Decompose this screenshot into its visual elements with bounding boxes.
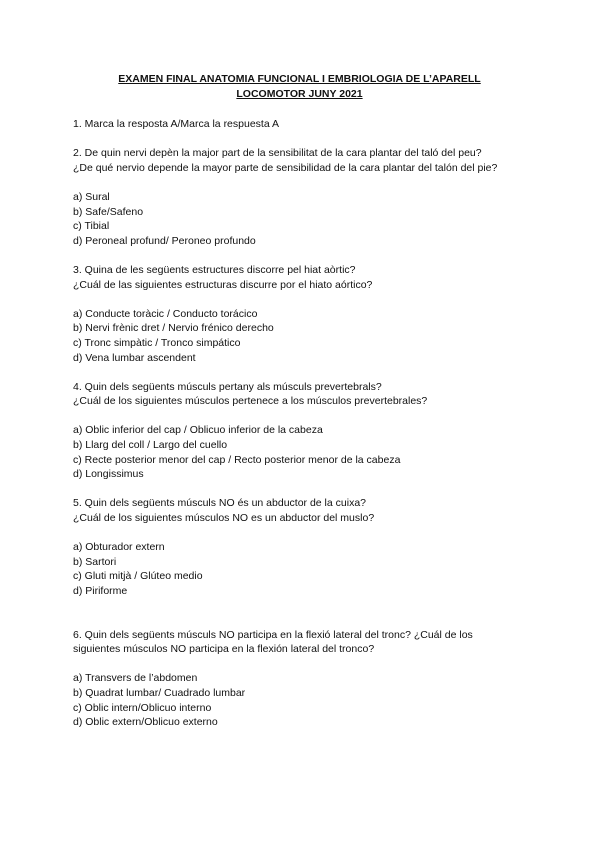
- question-3-option-d: d) Vena lumbar ascendent: [73, 351, 196, 364]
- question-3-option-b: b) Nervi frènic dret / Nervio frénico derecho: [73, 322, 274, 335]
- exam-title-line1: EXAMEN FINAL ANATOMIA FUNCIONAL I EMBRIOLOGIA DE L’APARELL: [118, 73, 481, 85]
- question-4-option-d: d) Longissimus: [73, 468, 144, 481]
- question-3-option-c: c) Tronc simpàtic / Tronco simpático: [73, 336, 241, 349]
- question-3-text-ca: 3. Quina de les següents estructures discorre pel hiat aòrtic?: [73, 263, 356, 276]
- question-2-text-es: ¿De qué nervio depende la mayor parte de sensibilidad de la cara plantar del talón del pie?: [73, 161, 498, 174]
- question-4-option-c: c) Recte posterior menor del cap / Recto posterior menor de la cabeza: [73, 453, 401, 466]
- question-2-option-a: a) Sural: [73, 190, 110, 203]
- exam-title-line2: LOCOMOTOR JUNY 2021: [236, 88, 363, 100]
- question-1-text: 1. Marca la resposta A/Marca la respuesta A: [73, 118, 280, 130]
- question-1: [73, 117, 533, 132]
- question-3-option-a: a) Conducte toràcic / Conducto torácico: [73, 307, 258, 320]
- question-6-option-c: c) Oblic intern/Oblicuo interno: [73, 701, 212, 714]
- question-4-text-ca: 4. Quin dels següents músculs pertany als músculs prevertebrals?: [73, 380, 382, 393]
- question-2-option-b: b) Safe/Safeno: [73, 205, 144, 218]
- question-3: [73, 263, 533, 365]
- question-2-option-c: c) Tibial: [73, 220, 110, 233]
- question-2: [73, 146, 533, 248]
- question-2-text-ca: 2. De quin nervi depèn la major part de la sensibilitat de la cara plantar del taló del peu?: [73, 147, 482, 160]
- question-6: [73, 628, 533, 730]
- question-4-option-a: a) Oblic inferior del cap / Oblicuo inferior de la cabeza: [73, 424, 323, 437]
- question-5-text-es: ¿Cuál de los siguientes músculos NO es un abductor del muslo?: [73, 512, 375, 525]
- question-4: [73, 380, 533, 482]
- question-4-text-es: ¿Cuál de los siguientes músculos pertenece a los músculos prevertebrales?: [73, 395, 428, 408]
- question-5-option-d: d) Piriforme: [73, 585, 128, 597]
- question-6-text-line2: siguientes músculos NO participa en la flexión lateral del tronco?: [73, 643, 375, 656]
- question-5: [73, 496, 533, 598]
- question-5-text-ca: 5. Quin dels següents músculs NO és un abductor de la cuixa?: [73, 497, 366, 510]
- question-4-option-b: b) Llarg del coll / Largo del cuello: [73, 439, 228, 452]
- question-2-option-d: d) Peroneal profund/ Peroneo profundo: [73, 234, 256, 247]
- question-6-option-a: a) Transvers de l’abdomen: [73, 672, 198, 685]
- exam-title: [0, 72, 599, 102]
- question-5-option-c: c) Gluti mitjà / Glúteo medio: [73, 570, 203, 583]
- exam-content: [73, 117, 533, 730]
- question-6-option-d: d) Oblic extern/Oblicuo externo: [73, 716, 218, 729]
- question-6-option-b: b) Quadrat lumbar/ Cuadrado lumbar: [73, 686, 246, 699]
- question-5-option-a: a) Obturador extern: [73, 541, 165, 554]
- question-3-text-es: ¿Cuál de las siguientes estructuras discurre por el hiato aórtico?: [73, 278, 373, 291]
- question-5-option-b: b) Sartori: [73, 555, 117, 568]
- question-6-text-line1: 6. Quin dels següents músculs NO participa en la flexió lateral del tronc? ¿Cuál de los: [73, 628, 473, 641]
